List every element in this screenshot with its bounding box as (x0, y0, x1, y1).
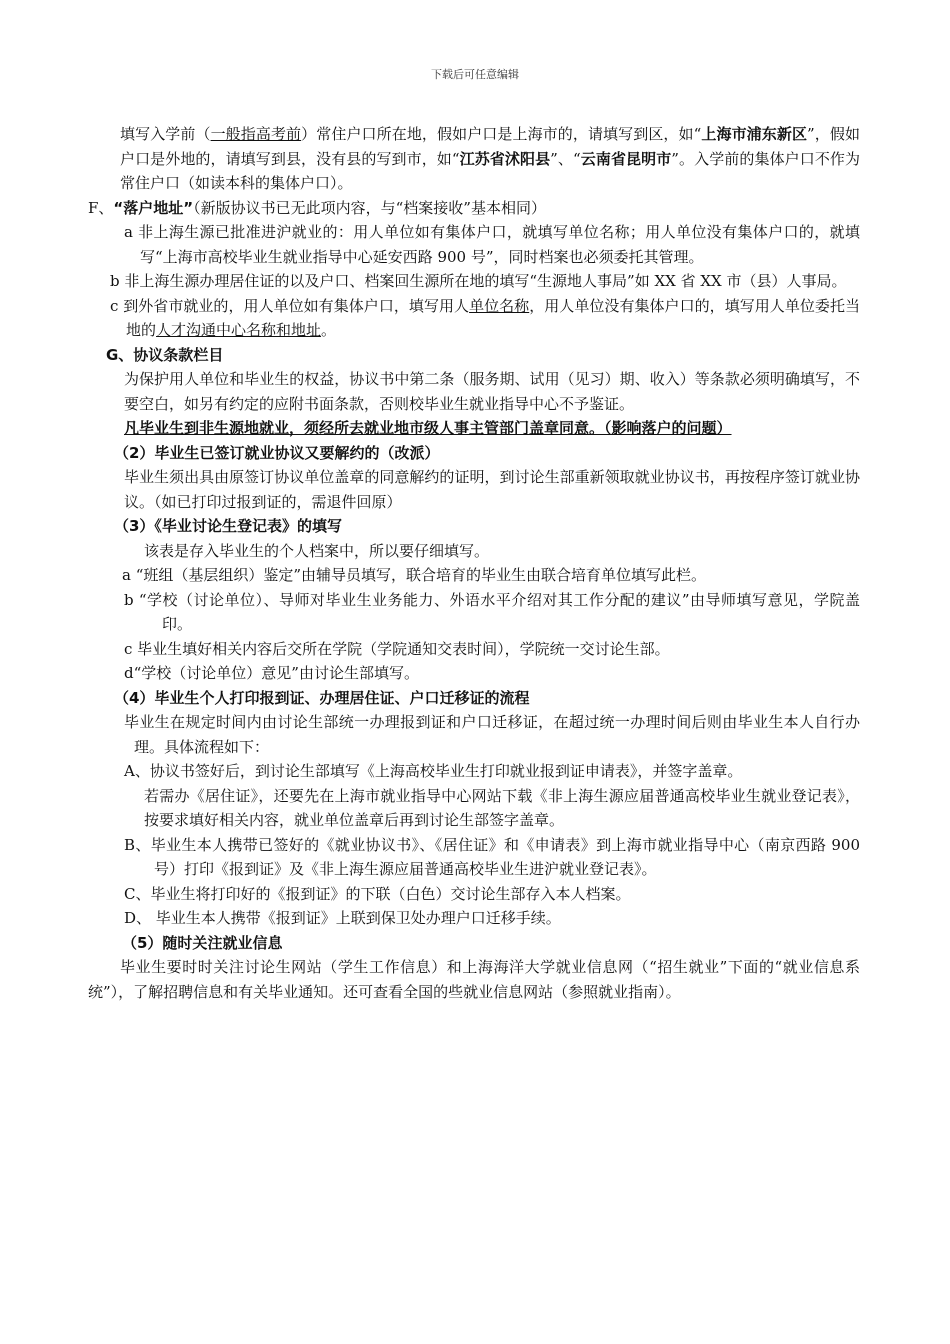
section-f-heading: “落户地址” (113, 198, 194, 217)
underlined-text: 人才沟通中心名称和地址 (156, 321, 322, 339)
section-4-intro: 毕业生在规定时间内由讨论生部统一办理报到证和户口迁移证，在超过统一办理时间后则由毕业生本人自行办理。具体流程如下： (124, 713, 860, 756)
section-prefix: F、 (88, 198, 114, 217)
section-4-step-b: B、毕业生本人携带已签好的《就业协议书》、《居住证》和《申请表》到上海市就业指导中心（南京西路 900 号）打印《报到证》及《非上海生源应届普通高校毕业生进沪就业登记表》。 (124, 835, 860, 878)
text-span: 。 (321, 321, 337, 339)
section-g-note: 凡毕业生到非生源地就业，须经所去就业地市级人事主管部门盖章同意。（影响落户的问题） (124, 419, 732, 437)
bold-text: 江苏省沭阳县 (459, 149, 551, 168)
section-g-title: G、协议条款栏目 (106, 345, 224, 364)
section-3-item-c: c 毕业生填好相关内容后交所在学院（学院通知交表时间），学院统一交讨论生部。 (124, 639, 670, 658)
underlined-text: 单位名称 (469, 296, 530, 315)
bold-text: 上海市浦东新区 (701, 125, 808, 143)
section-2-title: （2）毕业生已签订就业协议又要解约的（改派） (114, 443, 440, 462)
section-5-title: （5）随时关注就业信息 (122, 933, 283, 952)
section-4-step-a-residence: 若需办《居住证》，还要先在上海市就业指导中心网站下载《非上海生源应届普通高校毕业生就业登记表》，按要求填好相关内容，就业单位盖章后再到讨论生部签字盖章。 (144, 786, 860, 829)
text-span: ”，假如户口是外地的，请填写到县，没有县的写到市，如“ (120, 125, 860, 168)
document-body (88, 122, 860, 1004)
bold-text: 云南省昆明市 (580, 149, 672, 168)
section-3-intro: 该表是存入毕业生的个人档案中，所以要仔细填写。 (144, 541, 490, 560)
section-4-step-c: C、毕业生将打印好的《报到证》的下联（白色）交讨论生部存入本人档案。 (124, 884, 631, 903)
section-3-item-a: a “班组（基层组织）鉴定”由辅导员填写，联合培育的毕业生由联合培育单位填写此栏。 (122, 566, 707, 584)
section-4-title: （4）毕业生个人打印报到证、办理居住证、户口迁移证的流程 (114, 688, 530, 707)
section-3-item-d: d“学校（讨论单位）意见”由讨论生部填写。 (124, 664, 419, 682)
section-f-item-b: b 非上海生源办理居住证的以及户口、档案回生源所在地的填写“生源地人事局”如 XX 省 XX 市（县）人事局。 (110, 272, 847, 290)
text-span: ）常住户口所在地，假如户口是上海市的，请填写到区，如“ (301, 125, 702, 143)
section-5-body: 毕业生要时时关注讨论生网站（学生工作信息）和上海海洋大学就业信息网（“招生就业”下面的“就业信息系统”），了解招聘信息和有关毕业通知。还可查看全国的些就业信息网站（参照就业指南）。 (88, 958, 860, 1001)
section-3-title: （3）《毕业讨论生登记表》的填写 (114, 517, 342, 535)
section-4-step-d: D、 毕业生本人携带《报到证》上联到保卫处办理户口迁移手续。 (124, 909, 561, 927)
text-span: ”、“ (550, 149, 581, 168)
page-header: 下载后可任意编辑 (431, 68, 519, 81)
section-f-item-c (88, 294, 860, 343)
section-g-body: 为保护用人单位和毕业生的权益，协议书中第二条（服务期、试用（见习）期、收入）等条款必须明确填写，不要空白，如另有约定的应附书面条款，否则校毕业生就业指导中心不予鉴证。 (124, 370, 860, 413)
section-f-title (88, 196, 860, 221)
section-3-item-b: b “学校（讨论单位）、导师对毕业生业务能力、外语水平介绍对其工作分配的建议”由导师填写意见，学院盖印。 (124, 590, 860, 633)
text-span: 填写入学前（ (120, 125, 211, 143)
underlined-text: 一般指高考前 (210, 125, 302, 143)
text-span: ，用人单位没有集体户口的，填写用人单位委托当地的 (126, 296, 860, 339)
household-registration-paragraph (88, 122, 860, 196)
text-span: c 到外省市就业的，用人单位如有集体户口，填写用人 (110, 296, 470, 315)
text-span: ”。入学前的集体户口不作为常住户口（如读本科的集体户口）。 (120, 149, 860, 192)
section-f-item-a: a 非上海生源已批准进沪就业的：用人单位如有集体户口，就填写单位名称；用人单位没有集体户口的，就填写“上海市高校毕业生就业指导中心延安西路 900 号”，同时档案也必须委托其管理。 (124, 223, 860, 266)
section-4-step-a: A、协议书签好后，到讨论生部填写《上海高校毕业生打印就业报到证申请表》，并签字盖章。 (124, 762, 743, 780)
section-f-note: （新版协议书已无此项内容，与“档案接收”基本相同） (193, 198, 546, 217)
section-2-body: 毕业生须出具由原签订协议单位盖章的同意解约的证明，到讨论生部重新领取就业协议书，再按程序签订就业协议。（如已打印过报到证的，需退件回原） (124, 468, 860, 511)
